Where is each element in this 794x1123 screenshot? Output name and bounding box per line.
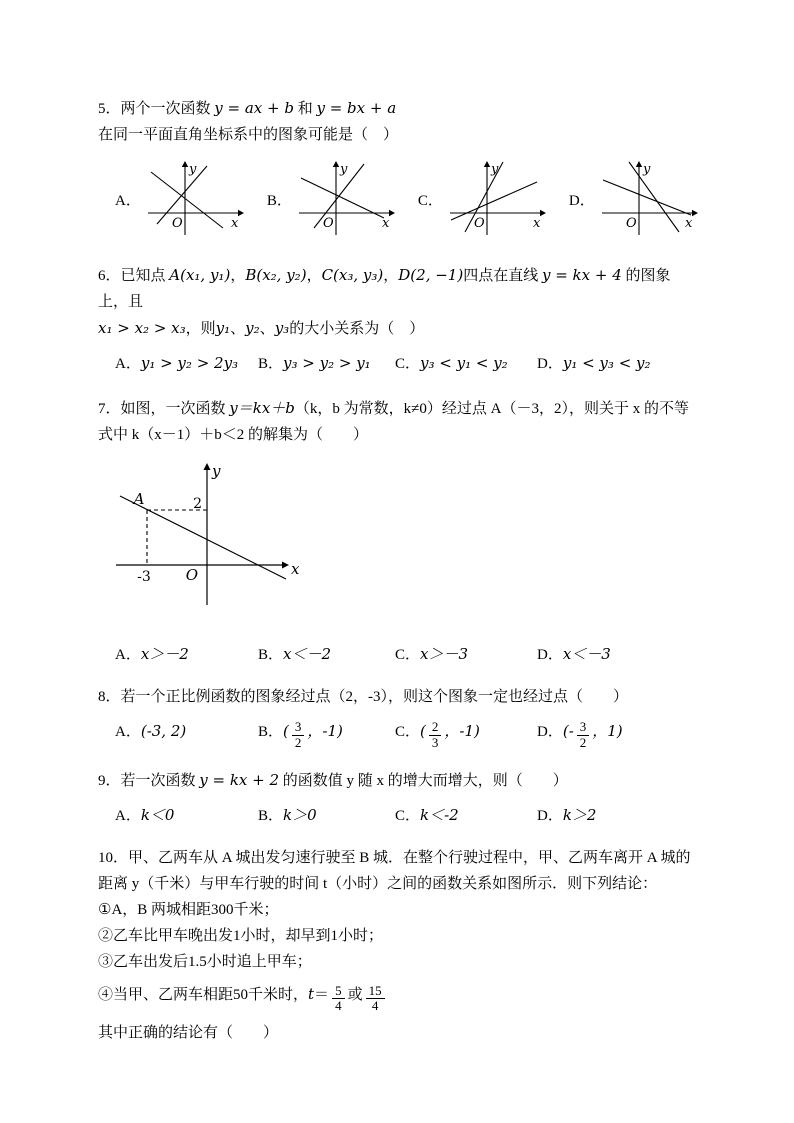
fraction-numerator: 5 — [332, 984, 345, 1000]
x-axis-label: x — [291, 560, 300, 578]
question-9-text — [98, 767, 698, 794]
question-6 — [98, 262, 698, 377]
option-label: C． — [417, 192, 443, 209]
option-value: y₃ > y₂ > y₁ — [283, 354, 371, 372]
option-label: D． — [537, 356, 563, 372]
q6-text-part: 、 — [259, 321, 275, 337]
function-lines — [151, 166, 223, 228]
fraction — [429, 720, 442, 751]
q10-text-part: ④当甲、乙两车相距50千米时， — [98, 987, 309, 1004]
fraction-numerator: 15 — [366, 984, 385, 1000]
origin-label: O — [171, 216, 183, 231]
fraction-denominator: 2 — [579, 735, 587, 751]
q9-option-c — [395, 802, 537, 829]
q8-option-d — [537, 718, 698, 751]
q5-text-part: 5．两个一次函数 — [98, 101, 211, 117]
option-value: y₁ < y₃ < y₂ — [562, 354, 651, 372]
option-label: C． — [395, 647, 421, 663]
y-axis-arrow — [204, 463, 211, 470]
q6-y1: y₁ — [215, 319, 231, 337]
q8-options — [98, 718, 698, 751]
x-axis-arrow — [540, 210, 546, 216]
q6-text-part: 的图象上，且 — [98, 268, 671, 310]
q7-options — [98, 641, 698, 668]
q5-formula-1: y = ax + b — [214, 99, 294, 117]
option-label: B． — [258, 356, 284, 372]
option-value: x＞－2 — [140, 645, 189, 663]
q10-text-part: ＝ — [314, 987, 330, 1004]
x-axis-label: x — [532, 216, 541, 231]
option-value: y₃ < y₁ < y₂ — [420, 354, 508, 372]
q9-text-part: 9．若一次函数 — [98, 773, 196, 790]
q6-line-formula: y = kx + 4 — [541, 266, 622, 284]
option-value: y₁ > y₂ > 2y₃ — [140, 354, 239, 372]
question-5-text — [98, 95, 698, 148]
q8-option-b — [258, 718, 395, 751]
fraction-denominator: 3 — [431, 735, 439, 751]
function-line — [120, 496, 286, 579]
option-label: A． — [115, 647, 141, 663]
option-label: D． — [568, 192, 595, 209]
fraction — [332, 984, 345, 1015]
q6-text-part: ，则 — [185, 321, 216, 337]
option-label: C． — [395, 356, 421, 372]
q6-text-part: ， — [230, 268, 246, 284]
q6-point-d: D(2, −1) — [398, 266, 464, 284]
question-9 — [98, 767, 698, 829]
q6-y3: y₃ — [274, 319, 290, 337]
option-value: k＜0 — [140, 806, 175, 825]
fraction-numerator: 3 — [292, 720, 305, 736]
q7-option-c — [395, 641, 537, 668]
q6-y2: y₂ — [245, 319, 260, 337]
option-label: A． — [115, 808, 141, 825]
fraction-numerator: 2 — [429, 720, 442, 736]
q7-option-b — [258, 641, 395, 668]
option-label: C． — [395, 724, 421, 740]
y-axis-arrow — [636, 161, 642, 167]
question-8 — [98, 684, 698, 751]
y-axis-arrow — [182, 161, 188, 167]
y-axis-label: y — [188, 162, 197, 177]
question-10-line2: 距离 y（千米）与甲车行驶的时间 t（小时）之间的函数关系如图所示．则下列结论： — [98, 876, 658, 893]
y-axis-arrow — [333, 161, 339, 167]
q5-formula-2: y = bx + a — [316, 99, 397, 117]
fraction — [366, 984, 385, 1015]
fraction — [577, 720, 590, 751]
q6-text-part: ， — [306, 268, 322, 284]
q5-text-part: 和 — [297, 101, 313, 117]
q9-text-part: 的函数值 y 随 x 的增大而增大，则（ ） — [282, 773, 568, 790]
q9-formula: y = kx + 2 — [199, 771, 280, 790]
fraction-denominator: 4 — [371, 998, 379, 1014]
q6-point-c: C(x₃, y₃) — [321, 266, 384, 284]
option-label: A． — [115, 724, 141, 740]
q7-formula: y＝kx＋b — [229, 399, 295, 417]
q8-option-c — [395, 718, 537, 751]
option-value: x＜－3 — [562, 645, 611, 663]
q6-text-part: 四点在直线 — [463, 268, 539, 284]
option-value: (-3, 2) — [140, 722, 187, 740]
option-value: k＜-2 — [420, 806, 459, 825]
y-axis-arrow — [484, 161, 490, 167]
q5-graph-d — [599, 160, 699, 238]
option-label: B． — [258, 724, 284, 740]
option-label: C． — [395, 808, 421, 825]
q9-option-d — [537, 802, 698, 829]
question-5 — [98, 95, 698, 238]
question-10-line1: 10．甲、乙两车从 A 城出发匀速行驶至 B 城．在整个行驶过程中，甲、乙两车离开 A 城的 — [98, 850, 691, 867]
dashed-guides — [147, 510, 207, 565]
q5-graph-b — [296, 160, 396, 238]
q6-text-part: 的大小关系为（ ） — [289, 321, 425, 337]
x-axis-label: x — [684, 216, 693, 231]
origin-label: O — [185, 566, 198, 584]
q9-option-b — [258, 802, 395, 829]
origin-label: O — [322, 216, 334, 231]
q5-graph-options — [98, 160, 698, 238]
fraction — [292, 720, 305, 751]
question-7-text — [98, 395, 698, 448]
option-label: B． — [258, 647, 284, 663]
x-axis-label: x — [230, 216, 239, 231]
x-axis-arrow — [238, 210, 244, 216]
q10-conclusion-2: ②乙车比甲车晚出发1小时，却早到1小时； — [98, 928, 384, 945]
q7-text-part: 7．如图，一次函数 — [98, 401, 226, 417]
q6-point-a: A(x₁, y₁) — [169, 266, 231, 284]
q10-footer: 其中正确的结论有（ ） — [98, 1025, 279, 1042]
option-value: k＞2 — [562, 806, 597, 825]
q8-option-a — [115, 718, 258, 751]
q6-text-part: ， — [383, 268, 399, 284]
origin-label: O — [625, 216, 637, 231]
q7-option-a — [115, 641, 258, 668]
y-intercept-2-label: 2 — [193, 496, 202, 512]
option-value-post: ，-1) — [444, 722, 480, 740]
y-axis-label: y — [642, 162, 651, 177]
q10-conclusion-4 — [98, 981, 698, 1014]
x-axis-arrow — [692, 210, 698, 216]
option-value-pre: ( — [420, 722, 426, 740]
question-6-text-line2 — [98, 315, 698, 342]
option-label: D． — [537, 647, 563, 663]
option-label: D． — [537, 808, 563, 825]
option-label: D． — [537, 724, 563, 740]
q5-option-b — [267, 160, 396, 238]
y-axis-label: y — [490, 162, 499, 177]
y-axis-label: y — [339, 162, 348, 177]
q6-text-part: 6．已知点 — [98, 268, 166, 284]
q6-options — [98, 350, 698, 377]
q7-graph-wrap — [112, 460, 698, 615]
q5-graph-a — [145, 160, 245, 238]
q5-option-d — [569, 160, 699, 238]
option-value: k＞0 — [283, 806, 317, 825]
question-8-text: 8．若一个正比例函数的图象经过点（2，-3），则这个图象一定也经过点（ ） — [98, 689, 628, 705]
option-value: x＞－3 — [420, 645, 469, 663]
q5-option-c — [418, 160, 547, 238]
option-label: B． — [266, 192, 292, 209]
q6-point-b: B(x₂, y₂) — [245, 266, 307, 284]
question-6-text — [98, 262, 698, 315]
option-label: A． — [115, 192, 141, 209]
q7-graph — [112, 460, 302, 610]
q5-text-part: 在同一平面直角坐标系中的图象可能是（ ） — [98, 127, 399, 143]
q10-conclusion-3: ③乙车出发后1.5小时追上甲车； — [98, 954, 312, 971]
x-axis-label: x — [381, 216, 390, 231]
x-neg3-label: -3 — [137, 569, 151, 585]
x-axis-arrow — [282, 562, 289, 569]
q9-option-a — [115, 802, 258, 829]
q6-option-c — [395, 350, 537, 377]
option-label: A． — [115, 356, 141, 372]
option-label: B． — [258, 808, 284, 825]
y-axis-label: y — [212, 462, 221, 480]
q5-graph-c — [447, 160, 547, 238]
q6-option-d — [537, 350, 698, 377]
q10-var-t: t — [308, 985, 315, 1004]
option-value-post: ，-1) — [307, 722, 343, 740]
q10-text-part: 或 — [347, 987, 363, 1004]
fraction-numerator: 3 — [577, 720, 590, 736]
point-a-label: A — [133, 490, 145, 508]
q6-text-part: 、 — [230, 321, 246, 337]
q7-option-d — [537, 641, 698, 668]
q10-conclusion-1: ①A，B 两城相距300千米； — [98, 902, 279, 919]
question-10 — [98, 845, 698, 1046]
option-value-post: ，1) — [592, 722, 623, 740]
fraction-denominator: 4 — [335, 998, 342, 1014]
q6-inequality: x₁ > x₂ > x₃ — [98, 319, 186, 337]
option-value-pre: (- — [562, 722, 574, 740]
q9-options — [98, 802, 698, 829]
question-7 — [98, 395, 698, 668]
x-axis-arrow — [389, 210, 395, 216]
q6-option-a — [115, 350, 258, 377]
fraction-denominator: 2 — [294, 735, 302, 751]
q7-text-part: （k，b 为常数，k≠0）经过点 A（－3，2），则关于 x 的不等式中 k（x－1）＋b＜2 的解集为（ ） — [98, 401, 689, 443]
q6-option-b — [258, 350, 395, 377]
origin-label: O — [473, 216, 485, 231]
option-value-pre: ( — [283, 722, 289, 740]
q5-option-a — [115, 160, 245, 238]
option-value: x＜－2 — [283, 645, 332, 663]
